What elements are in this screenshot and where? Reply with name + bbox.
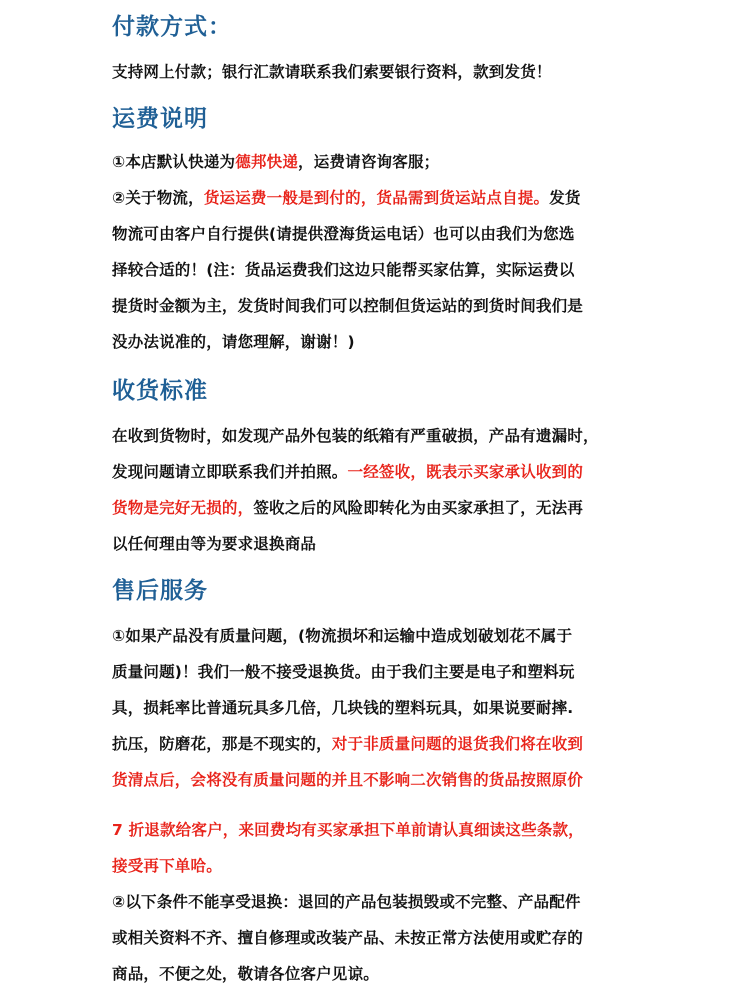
aftersale-line-5: 货清点后，会将没有质量问题的并且不影响二次销售的货品按照原价 xyxy=(112,771,584,789)
shipping-line-2-a: ②关于物流， xyxy=(112,189,204,207)
payment-text: 支持网上付款；银行汇款请联系我们索要银行资料，款到发货！ xyxy=(112,63,552,81)
shipping-line-1 xyxy=(112,150,439,172)
shipping-carrier-highlight: 德邦快递 xyxy=(235,153,299,171)
shipping-line-6: 没办法说准的，请您理解，谢谢！) xyxy=(112,333,355,351)
shipping-line-3: 物流可由客户自行提供(请提供澄海货运电话）也可以由我们为您选 xyxy=(112,225,575,243)
aftersale-line-6: 7 折退款给客户，来回费均有买家承担下单前请认真细读这些条款， xyxy=(112,821,584,839)
receipt-line-1: 在收到货物时，如发现产品外包装的纸箱有严重破损，产品有遗漏时， xyxy=(112,427,599,445)
receipt-line-3-b: 签收之后的风险即转化为由买家承担了，无法再 xyxy=(253,499,584,517)
receipt-intact-highlight: 货物是完好无损的， xyxy=(112,499,254,517)
aftersale-line-9: 或相关资料不齐、擅自修理或改装产品、未按正常方法使用或贮存的 xyxy=(112,929,584,947)
shipping-heading: 运费说明 xyxy=(112,106,208,132)
aftersale-line-4 xyxy=(112,732,583,754)
aftersale-line-10: 商品，不便之处，敬请各位客户见谅。 xyxy=(112,965,379,983)
payment-heading: 付款方式： xyxy=(112,14,232,40)
receipt-sign-highlight: 一经签收，既表示买家承认收到的 xyxy=(347,463,584,481)
receipt-line-2 xyxy=(112,460,583,482)
aftersale-return-highlight: 对于非质量问题的退货我们将在收到 xyxy=(331,735,584,753)
receipt-line-2-a: 发现问题请立即联系我们并拍照。 xyxy=(112,463,348,481)
shipping-fee-highlight: 货运运费一般是到付的，货品需到货运站点自提。 xyxy=(203,189,550,207)
aftersale-line-4-a: 抗压，防磨花，那是不现实的， xyxy=(112,735,332,753)
receipt-line-4: 以任何理由等为要求退换商品 xyxy=(112,535,317,553)
shipping-line-5: 提货时金额为主，发货时间我们可以控制但货运站的到货时间我们是 xyxy=(112,297,584,315)
aftersale-line-8: ②以下条件不能享受退换：退回的产品包装损毁或不完整、产品配件 xyxy=(112,893,581,911)
shipping-line-1-c: ，运费请咨询客服； xyxy=(298,153,440,171)
shipping-line-1-a: ①本店默认快递为 xyxy=(112,153,236,171)
shipping-line-2 xyxy=(112,186,581,208)
aftersale-line-1: ①如果产品没有质量问题，(物流损坏和运输中造成划破划花不属于 xyxy=(112,627,573,645)
shipping-line-2-c: 发货 xyxy=(549,189,581,207)
receipt-heading: 收货标准 xyxy=(112,378,208,404)
shipping-line-4: 择较合适的！(注：货品运费我们这边只能帮买家估算，实际运费以 xyxy=(112,261,575,279)
aftersale-line-2: 质量问题)！我们一般不接受退换货。由于我们主要是电子和塑料玩 xyxy=(112,663,575,681)
aftersale-line-7: 接受再下单哈。 xyxy=(112,857,222,875)
receipt-line-3 xyxy=(112,496,583,518)
aftersale-heading: 售后服务 xyxy=(112,578,208,604)
aftersale-line-3: 具，损耗率比普通玩具多几倍，几块钱的塑料玩具，如果说要耐摔. xyxy=(112,699,574,717)
